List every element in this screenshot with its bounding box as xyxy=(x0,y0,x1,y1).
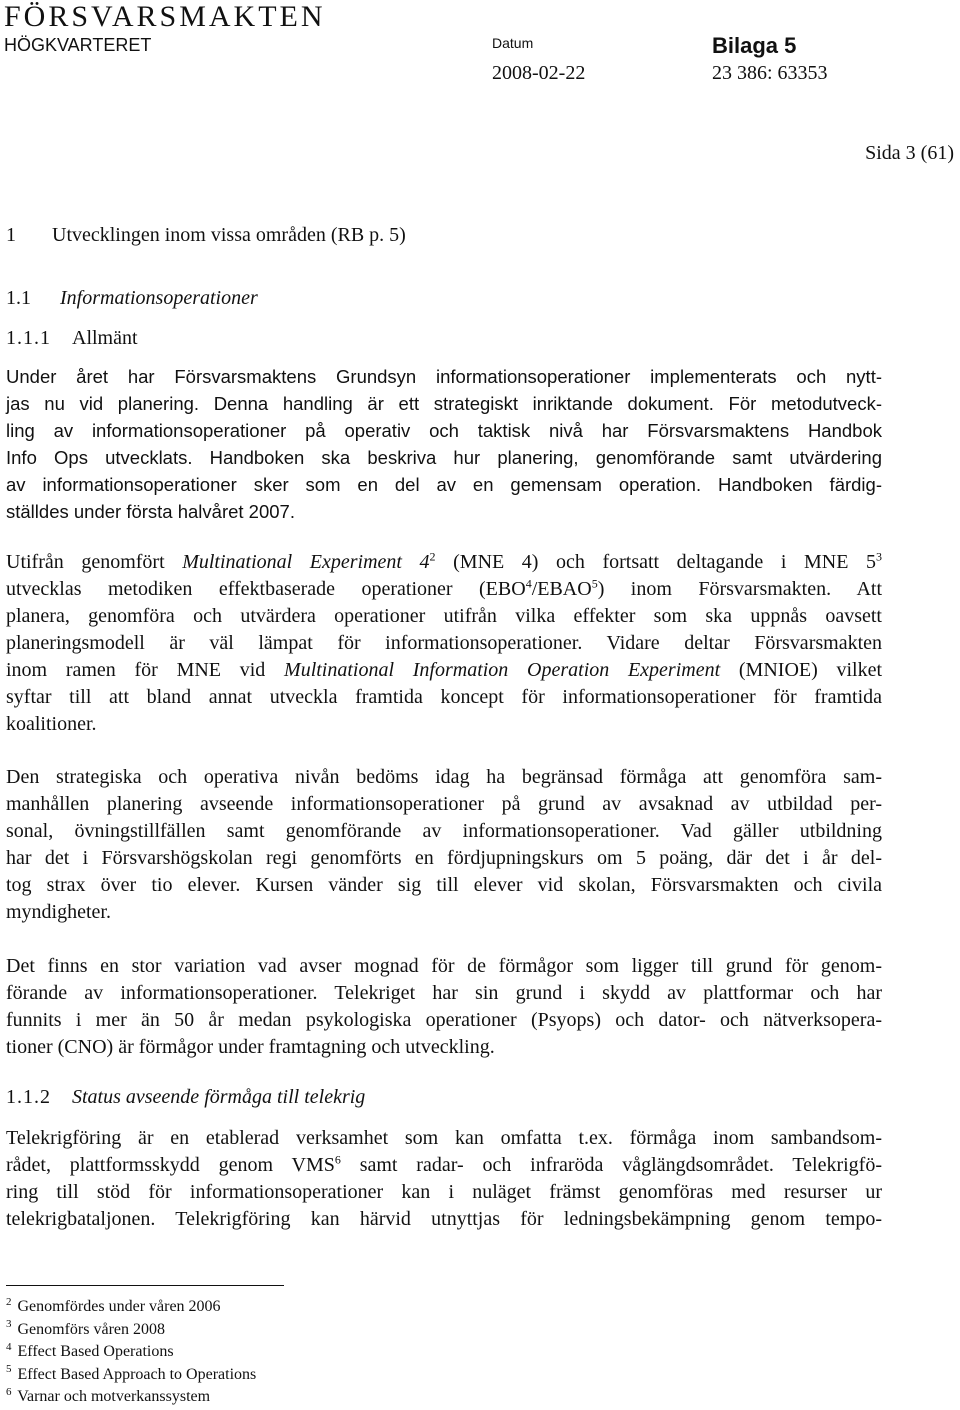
footnote-text: Genomfördes under våren 2006 xyxy=(17,1298,221,1315)
paragraph-1 xyxy=(6,363,882,525)
footnote-number: 2 xyxy=(6,1295,12,1308)
heading-1-1 xyxy=(6,287,258,310)
paragraph-line: av informationsoperationer sker som en del av en gemensam operation. Handboken färdig- xyxy=(6,474,882,495)
footnote-number: 3 xyxy=(6,1318,12,1331)
paragraph-line: ling av informationsoperationer på operativ och taktisk nivå har Försvarsmaktens Handbok xyxy=(6,420,882,441)
paragraph-line: Info Ops utvecklats. Handboken ska beskriva hur planering, genomförande samt utvärdering xyxy=(6,447,882,468)
paragraph-line: Under året har Försvarsmaktens Grundsyn informationsoperationer implementerats och nytt- xyxy=(6,366,882,387)
footnote-text: Effect Based Approach to Operations xyxy=(17,1365,257,1383)
footnote-ref: 4 xyxy=(525,576,532,591)
footnote xyxy=(6,1386,256,1409)
paragraph-line: planera, genomföra och utvärdera operationer utifrån vilka effekter som ska uppnås oavsett xyxy=(6,605,882,627)
document-number: 23 386: 63353 xyxy=(712,62,828,84)
paragraph-line: Telekrigföring är en etablerad verksamhet som kan omfatta t.ex. förmåga inom sambandsom- xyxy=(6,1127,882,1149)
footnote xyxy=(6,1364,256,1387)
paragraph-line xyxy=(6,549,882,576)
footnotes xyxy=(6,1296,256,1409)
footnote-ref: 3 xyxy=(876,549,883,564)
italic-term: Multinational Information Operation Experiment xyxy=(284,659,721,681)
footnote-text: Genomförs våren 2008 xyxy=(17,1320,166,1338)
heading-1 xyxy=(6,224,406,247)
footnote-ref: 6 xyxy=(334,1152,341,1167)
paragraph-line xyxy=(6,576,882,603)
paragraph-4 xyxy=(6,953,882,1061)
paragraph-line: myndigheter. xyxy=(6,901,111,923)
text-run: rådet, plattformsskydd genom VMS xyxy=(6,1154,335,1176)
paragraph-line: tioner (CNO) är förmågor under framtagning och utveckling. xyxy=(6,1036,495,1058)
paragraph-2 xyxy=(6,549,882,738)
paragraph-line xyxy=(6,657,882,684)
paragraph-line: ring till stöd för informationsoperationer kan i nuläget främst genomföras med resurser ur xyxy=(6,1181,882,1203)
unit-name: HÖGKVARTERET xyxy=(4,35,152,55)
text-run: Utifrån genomfört xyxy=(6,551,165,573)
date-label: Datum xyxy=(492,35,534,51)
paragraph-line: förande av informationsoperationer. Telekriget har sin grund i skydd av plattformar och har xyxy=(6,982,882,1004)
footnote-ref: 5 xyxy=(591,576,598,591)
paragraph-line: sonal, övningstillfällen samt genomförande av informationsoperationer. Vad gäller utbildning xyxy=(6,820,882,842)
paragraph-line: Den strategiska och operativa nivån bedöms idag ha begränsad förmåga att genomföra sam- xyxy=(6,766,882,788)
paragraph-line: jas nu vid planering. Denna handling är ett strategiskt inriktande dokument. För metodutveck- xyxy=(6,393,882,414)
paragraph-line: koalitioner. xyxy=(6,713,97,735)
heading-1-1-2-text: Status avseende förmåga till telekrig xyxy=(72,1086,366,1108)
paragraph-line: ställdes under första halvåret 2007. xyxy=(6,501,295,522)
footnote-text: Effect Based Operations xyxy=(17,1343,174,1360)
document-date: 2008-02-22 xyxy=(492,62,586,84)
italic-term: Multinational Experiment 4 xyxy=(182,551,430,573)
heading-1-1-text: Informationsoperationer xyxy=(60,287,258,309)
paragraph-line: Det finns en stor variation vad avser mognad för de förmågor som ligger till grund för genom- xyxy=(6,955,882,977)
paragraph-line: planeringsmodell är väl lämpat för informationsoperationer. Vidare deltar Försvarsmakten xyxy=(6,632,882,654)
text-run: inom ramen för MNE vid xyxy=(6,659,266,681)
footnote-number: 6 xyxy=(6,1385,12,1398)
heading-1-1-1-number: 1.1.1 xyxy=(6,327,51,349)
appendix-label: Bilaga 5 xyxy=(712,33,797,58)
paragraph-5 xyxy=(6,1125,882,1233)
footnote-number: 4 xyxy=(6,1340,12,1353)
paragraph-line: tog strax över tio elever. Kursen vänder sig till elever vid skolan, Försvarsmakten och civila xyxy=(6,874,882,896)
text-run: utvecklas metodiken effektbaserade operationer (EBO xyxy=(6,578,526,600)
footnote xyxy=(6,1296,256,1319)
paragraph-line: syftar till att bland annat utveckla framtida koncept för informationsoperationer för framtida xyxy=(6,686,882,708)
footnote xyxy=(6,1341,256,1364)
text-run: samt radar- och infraröda våglängdsområdet. Telekrigfö- xyxy=(359,1154,883,1176)
footnote-text: Varnar och motverkanssystem xyxy=(17,1388,211,1405)
heading-1-1-1 xyxy=(6,327,138,350)
paragraph-line: funnits i mer än 50 år medan psykologiska operationer (Psyops) och dator- och nätverksopera- xyxy=(6,1009,882,1031)
text-run: /EBAO xyxy=(531,578,592,600)
heading-1-number: 1 xyxy=(6,224,16,246)
paragraph-3 xyxy=(6,764,882,926)
footnote-number: 5 xyxy=(6,1363,12,1376)
heading-1-1-2 xyxy=(6,1086,365,1109)
text-run: ) inom Försvarsmakten. Att xyxy=(597,578,883,600)
heading-1-1-2-number: 1.1.2 xyxy=(6,1086,51,1108)
footnote xyxy=(6,1319,256,1342)
paragraph-line xyxy=(6,1152,882,1179)
paragraph-line: telekrigbataljonen. Telekrigföring kan härvid utnyttjas för ledningsbekämpning genom tempo- xyxy=(6,1208,882,1230)
text-run: (MNIOE) vilket xyxy=(738,659,883,681)
heading-1-text: Utvecklingen inom vissa områden (RB p. 5) xyxy=(52,224,406,246)
heading-1-1-1-text: Allmänt xyxy=(72,327,138,349)
footnote-divider xyxy=(6,1285,284,1286)
footnote-ref: 2 xyxy=(429,549,436,564)
paragraph-line: har det i Försvarshögskolan regi genomförts en fördjupningskurs om 5 poäng, där det i år del- xyxy=(6,847,882,869)
text-run: (MNE 4) och fortsatt deltagande i MNE 5 xyxy=(453,551,877,573)
org-name: FÖRSVARSMAKTEN xyxy=(4,0,326,33)
heading-1-1-number: 1.1 xyxy=(6,287,31,309)
paragraph-line: manhållen planering avseende informationsoperationer på grund av avsaknad av utbildad per- xyxy=(6,793,882,815)
page-number: Sida 3 (61) xyxy=(865,142,954,164)
